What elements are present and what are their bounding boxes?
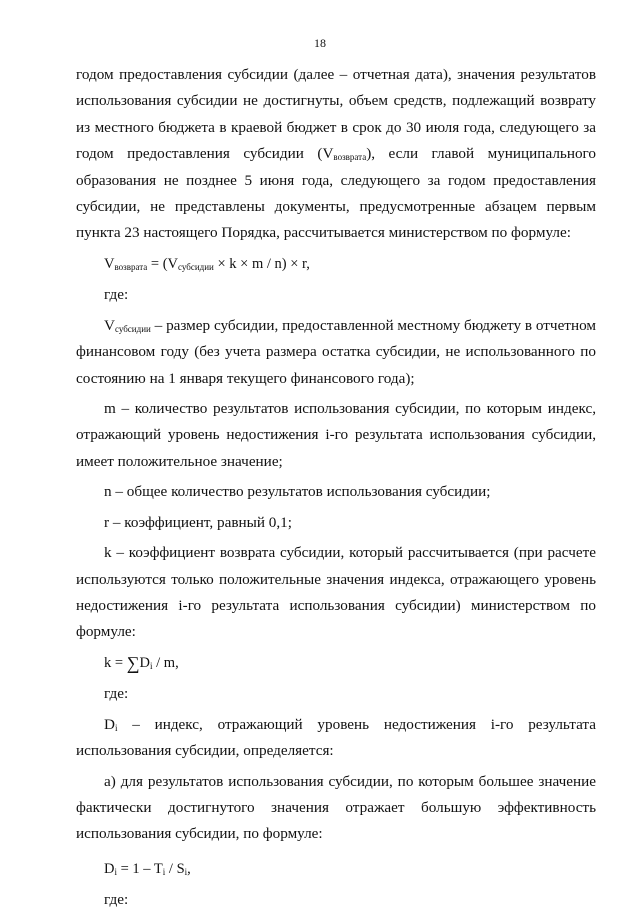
subscript: i: [114, 722, 118, 733]
formula-k: [76, 648, 596, 678]
subscript: i: [114, 866, 117, 877]
formula-part: / m,: [152, 654, 179, 671]
definition-n: n – общее количество результатов использования субсидии;: [104, 483, 491, 501]
var: D: [104, 715, 115, 733]
formula-part: / S: [165, 860, 185, 877]
formula-part: D: [139, 654, 151, 671]
where-label: где:: [104, 684, 129, 702]
formula-part: = 1 – T: [117, 860, 163, 877]
subscript: возврата: [114, 261, 148, 272]
where-label: где:: [104, 285, 129, 303]
subscript: субсидии: [114, 323, 151, 334]
subscript: возврата: [333, 152, 367, 163]
formula-part: k =: [104, 654, 127, 671]
page-number: 18: [314, 36, 326, 50]
definition-r: r – коэффициент, равный 0,1;: [104, 513, 292, 531]
formula-part: ,: [187, 860, 191, 877]
sum-symbol: ∑: [126, 652, 140, 673]
where-label: где:: [104, 890, 129, 908]
definition-d-i: [76, 712, 596, 765]
subscript: i: [150, 660, 153, 671]
subscript: i: [184, 866, 188, 877]
text: ), если главой муниципального образования не позднее 5 июня года, следующего за годом предоставления субсидии, не представлены документы, предусмотренные абзацем первым пункта 23 настоящего Порядка, рассчитывается министерством по формуле:: [76, 145, 596, 242]
formula-part: V: [104, 255, 115, 272]
text: – размер субсидии, предоставленной местному бюджету в отчетном финансовом году (без учета размера остатка субсидии, не использованного по состоянию на 1 января текущего финансового года);: [76, 316, 596, 387]
var: V: [322, 145, 334, 163]
subscript: i: [162, 866, 166, 877]
formula-v-return: [76, 249, 596, 279]
formula-d-i: [76, 854, 596, 884]
formula-part: D: [104, 860, 115, 877]
formula-part: × k × m / n) × r,: [213, 255, 310, 272]
formula-part: = (V: [147, 255, 179, 272]
definition-m: m – количество результатов использования субсидии, по которым индекс, отражающий уровень недостижения i-го результата использования субсидии, имеет положительное значение;: [76, 400, 596, 470]
definition-k: k – коэффициент возврата субсидии, который рассчитывается (при расчете используются только положительные значения индекса, отражающего уровень недостижения i-го результата использования субсидии) министерством по формуле:: [76, 544, 596, 641]
document-body: [76, 62, 596, 914]
paragraph-return-amount: [76, 62, 596, 247]
text: годом предоставления субсидии (далее – отчетная дата), значения результатов использования субсидии не достигнуты, объем средств, подлежащий возврату из местного бюджета в краевой бюджет в срок до 30 июля года, следующего за годом предоставления субсидии (: [76, 66, 596, 163]
subscript: субсидии: [178, 261, 214, 272]
text: – индекс, отражающий уровень недостижения i-го результата использования субсидии, определяется:: [76, 715, 596, 760]
var: V: [104, 316, 115, 334]
definition-v-subsidy: [76, 313, 596, 392]
case-a: а) для результатов использования субсидии, по которым большее значение фактически достигнутого значения отражает большую эффективность использования субсидии, по формуле:: [76, 772, 596, 843]
